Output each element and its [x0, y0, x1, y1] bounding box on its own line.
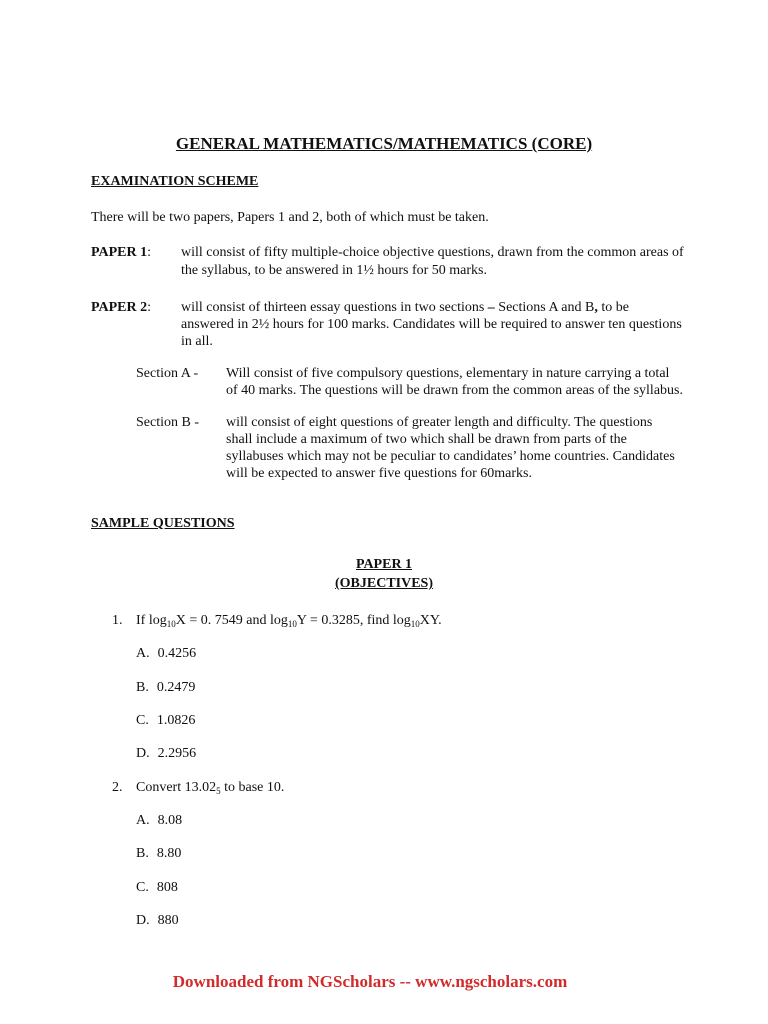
- question-2-option-b: B. 8.80: [136, 846, 182, 861]
- paper1-line-1: will consist of fifty multiple-choice objective questions, drawn from the common areas of: [181, 245, 684, 260]
- document-title: GENERAL MATHEMATICS/MATHEMATICS (CORE): [175, 134, 593, 153]
- question-2-option-a: A. 8.08: [136, 813, 183, 828]
- question-2-text: Convert $13.02_5$ to base 10.: [136, 780, 285, 796]
- intro-text: There will be two papers, Papers 1 and 2, both of which must be taken.: [91, 210, 489, 225]
- examination-scheme-heading: EXAMINATION SCHEME: [91, 174, 259, 189]
- section-b-line-4: will be expected to answer five questions for 60marks.: [226, 466, 532, 481]
- paper1-heading: PAPER 1: [355, 557, 413, 572]
- section-b-line-3: syllabuses which may not be peculiar to candidates’ home countries. Candidates: [226, 449, 675, 464]
- paper2-line-3: in all.: [181, 334, 213, 349]
- question-1-option-c: C. 1.0826: [136, 713, 196, 728]
- paper2-label: PAPER 2:: [91, 300, 152, 315]
- paper2-line-2: answered in 2½ hours for 100 marks. Candidates will be required to answer ten questions: [181, 317, 682, 332]
- section-b-label: Section B -: [136, 415, 199, 430]
- question-1-option-d: D. 2.2956: [136, 746, 197, 761]
- question-2-number: 2.: [112, 780, 123, 795]
- section-a-line-2: of 40 marks. The questions will be drawn from the common areas of the syllabus.: [226, 383, 683, 398]
- question-1-option-b: B. 0.2479: [136, 680, 196, 695]
- question-2-option-c: C. 808: [136, 880, 178, 895]
- paper1-line-2: the syllabus, to be answered in 1½ hours for 50 marks.: [181, 263, 487, 278]
- question-1-option-a: A. 0.4256: [136, 646, 197, 661]
- question-1-number: 1.: [112, 613, 123, 628]
- paper2-line-1: will consist of thirteen essay questions in two sections – Sections A and B, to be: [181, 300, 629, 315]
- question-1-text: If $\log_{10}X = 0$. 7549 and $\log_{10}Y = 0.3285$, find $\log_{10}XY$.: [136, 613, 442, 629]
- section-b-line-1: will consist of eight questions of greater length and difficulty. The questions: [226, 415, 653, 430]
- section-a-label: Section A -: [136, 366, 199, 381]
- objectives-heading: (OBJECTIVES): [334, 576, 434, 591]
- paper1-label: PAPER 1:: [91, 245, 152, 260]
- download-footer: Downloaded from NGScholars -- www.ngscholars.com: [172, 972, 568, 991]
- section-a-line-1: Will consist of five compulsory questions, elementary in nature carrying a total: [226, 366, 670, 381]
- section-b-line-2: shall include a maximum of two which shall be drawn from parts of the: [226, 432, 627, 447]
- sample-questions-heading: SAMPLE QUESTIONS: [91, 516, 235, 531]
- question-2-option-d: D. 880: [136, 913, 179, 928]
